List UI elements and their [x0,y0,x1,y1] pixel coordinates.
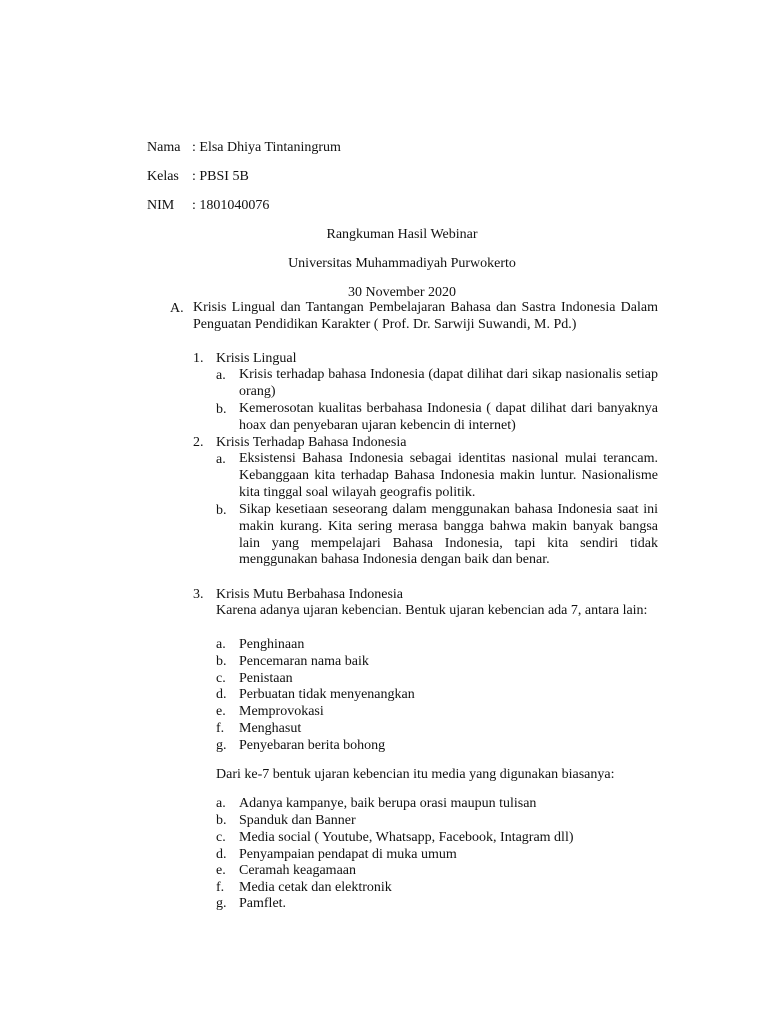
form-marker: g. [216,738,227,753]
form-marker: c. [216,671,226,686]
name-value: : Elsa Dhiya Tintaningrum [192,140,341,155]
media-text: Ceramah keagamaan [239,863,356,878]
item-number: 3. [193,587,204,602]
item-title: Krisis Mutu Berbahasa Indonesia [216,587,404,602]
media-marker: g. [216,896,227,911]
point-marker: b. [216,503,227,518]
class-label: Kelas [147,169,179,184]
media-text: Spanduk dan Banner [239,813,356,828]
form-marker: b. [216,654,227,669]
section-marker: A. [170,301,184,316]
media-marker: d. [216,847,227,862]
form-marker: a. [216,637,226,652]
form-marker: f. [216,721,225,736]
media-marker: e. [216,863,226,878]
form-marker: e. [216,704,226,719]
point-text: Kemerosotan kualitas berbahasa Indonesia ( dapat dilihat dari banyaknya hoax dan penyebaran ujaran kebencin di internet) [239,401,658,433]
form-text: Memprovokasi [239,704,324,719]
point-text: Krisis terhadap bahasa Indonesia (dapat dilihat dari sikap nasionalis setiap orang) [239,367,658,399]
item-number: 2. [193,435,204,450]
nim-value: : 1801040076 [192,198,270,213]
document-date: 30 November 2020 [347,285,457,300]
media-marker: b. [216,813,227,828]
media-marker: c. [216,830,226,845]
class-value: : PBSI 5B [192,169,249,184]
media-text: Media cetak dan elektronik [239,880,392,895]
media-text: Media social ( Youtube, Whatsapp, Facebook, Intagram dll) [239,830,574,845]
item-title: Krisis Lingual [216,351,297,366]
item-title: Krisis Terhadap Bahasa Indonesia [216,435,407,450]
form-text: Menghasut [239,721,302,736]
form-text: Penghinaan [239,637,305,652]
point-marker: a. [216,452,226,467]
form-text: Perbuatan tidak menyenangkan [239,687,415,702]
media-text: Adanya kampanye, baik berupa orasi maupun tulisan [239,796,537,811]
nim-label: NIM [147,198,175,213]
form-text: Penistaan [239,671,293,686]
media-marker: a. [216,796,226,811]
point-text: Sikap kesetiaan seseorang dalam menggunakan bahasa Indonesia saat ini makin kurang. Kita sering merasa bangga bahwa makin banyak bangsa lain yang mempelajari Bahasa Indonesia, tapi kita sendiri tidak menggunakan bahasa Indonesia dengan baik dan benar. [239,502,658,568]
item-intro: Karena adanya ujaran kebencian. Bentuk ujaran kebencian ada 7, antara lain: [216,603,648,618]
media-text: Penyampaian pendapat di muka umum [239,847,457,862]
document-title: Rangkuman Hasil Webinar [326,227,478,242]
form-text: Pencemaran nama baik [239,654,369,669]
form-text: Penyebaran berita bohong [239,738,386,753]
university-name: Universitas Muhammadiyah Purwokerto [288,256,516,271]
media-intro: Dari ke-7 bentuk ujaran kebencian itu media yang digunakan biasanya: [216,767,615,782]
point-marker: b. [216,402,227,417]
section-heading: Krisis Lingual dan Tantangan Pembelajaran Bahasa dan Sastra Indonesia Dalam Penguatan Pendidikan Karakter ( Prof. Dr. Sarwiji Suwandi, M. Pd.) [193,300,658,332]
media-text: Pamflet. [239,896,287,911]
item-number: 1. [193,351,204,366]
media-marker: f. [216,880,225,895]
point-marker: a. [216,368,226,383]
point-text: Eksistensi Bahasa Indonesia sebagai identitas nasional mulai terancam. Kebanggaan kita terhadap Bahasa Indonesia makin luntur. Nasionalisme kita tinggal soal wilayah geografis politik. [239,451,658,500]
name-label: Nama [147,140,181,155]
form-marker: d. [216,687,227,702]
